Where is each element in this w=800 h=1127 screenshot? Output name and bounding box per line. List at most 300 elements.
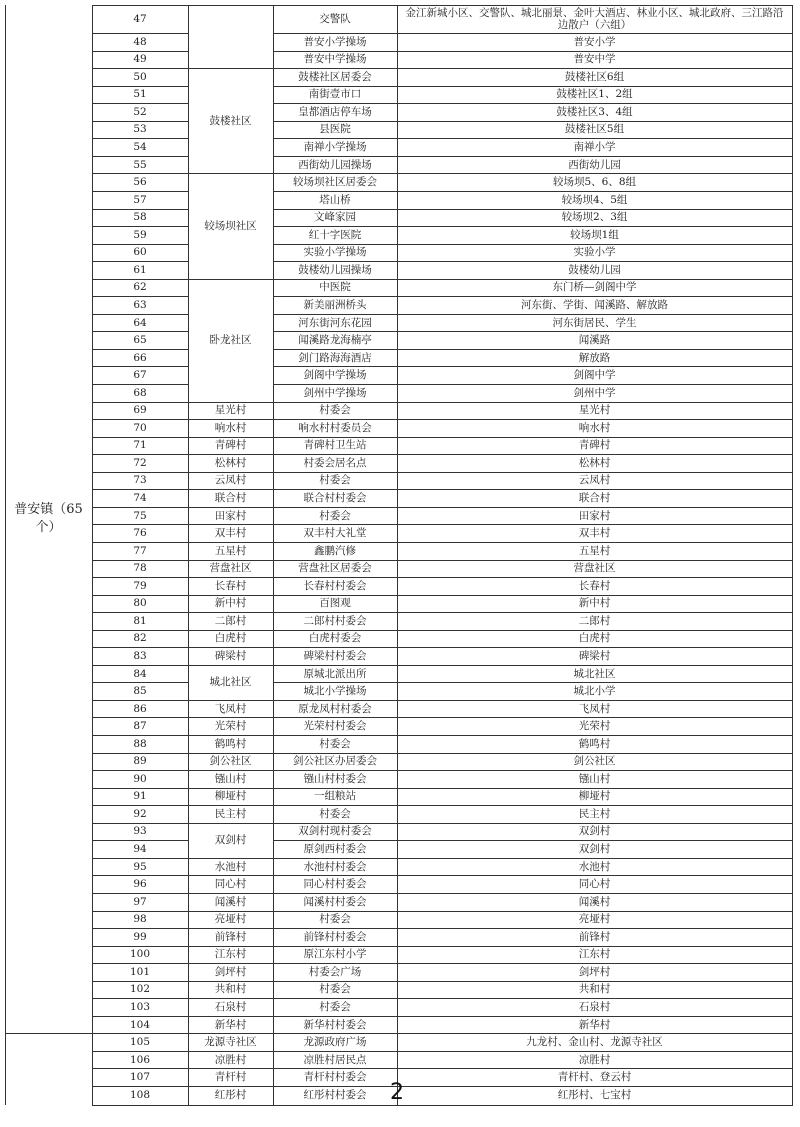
table-rule — [92, 823, 189, 824]
table-rule — [188, 437, 274, 438]
row-number: 84 — [133, 667, 147, 680]
table-rule — [92, 51, 189, 52]
table-rule — [188, 489, 274, 490]
site-name: 交警队 — [319, 12, 351, 25]
table-rule — [92, 1068, 189, 1069]
site-name: 剑门路海海酒店 — [298, 351, 372, 364]
unit-name: 闻溪村 — [214, 895, 247, 908]
site-name: 百图观 — [319, 597, 351, 610]
unit-name: 卧龙社区 — [209, 334, 252, 347]
table-rule — [792, 5, 793, 1105]
table-rule — [188, 524, 274, 525]
page-number: 2 — [390, 1080, 404, 1105]
site-name: 村委会 — [319, 1000, 351, 1013]
table-rule — [273, 893, 793, 894]
site-name: 闻溪路龙海楠亭 — [298, 334, 372, 347]
table-rule — [273, 1105, 793, 1106]
table-rule — [273, 717, 793, 718]
table-rule — [273, 1016, 793, 1017]
row-number: 52 — [133, 105, 147, 118]
table-rule — [188, 805, 274, 806]
table-rule — [273, 489, 793, 490]
table-rule — [188, 981, 274, 982]
table-rule — [273, 875, 793, 876]
table-rule — [188, 1105, 274, 1106]
table-rule — [92, 331, 189, 332]
table-rule — [92, 261, 189, 262]
row-number: 67 — [133, 369, 147, 382]
table-rule — [273, 753, 793, 754]
coverage-scope: 闻溪村 — [578, 895, 611, 908]
table-rule — [188, 875, 274, 876]
unit-name: 剑坪村 — [214, 965, 247, 978]
table-rule — [273, 226, 793, 227]
table-rule — [273, 68, 793, 69]
site-name: 青杆村村委会 — [303, 1071, 367, 1084]
site-name: 村委会广场 — [308, 965, 362, 978]
unit-name: 民主村 — [214, 807, 247, 820]
table-rule — [92, 612, 189, 613]
table-rule — [92, 1051, 189, 1052]
unit-name: 新中村 — [214, 597, 247, 610]
row-number: 92 — [133, 807, 147, 820]
table-rule — [188, 560, 274, 561]
coverage-scope: 九龙村、金山村、龙源寺社区 — [526, 1036, 663, 1049]
site-name: 镪山村村委会 — [303, 772, 367, 785]
row-number: 94 — [133, 843, 147, 856]
row-number: 105 — [129, 1036, 151, 1049]
coverage-scope: 亮垭村 — [578, 913, 611, 926]
table-rule — [188, 700, 274, 701]
row-number: 64 — [133, 316, 147, 329]
unit-name: 飞凤村 — [214, 702, 247, 715]
coverage-scope: 青杆村、登云村 — [557, 1071, 632, 1084]
unit-name: 联合村 — [214, 492, 247, 505]
table-rule — [188, 928, 274, 929]
table-rule — [188, 858, 274, 859]
row-number: 63 — [133, 298, 147, 311]
table-rule — [92, 209, 189, 210]
table-rule — [273, 402, 793, 403]
unit-name: 城北社区 — [209, 676, 252, 689]
table-rule — [188, 753, 274, 754]
site-name: 南禅小学操场 — [303, 141, 367, 154]
unit-name: 长春村 — [214, 579, 247, 592]
table-rule — [92, 858, 189, 859]
coverage-scope: 白虎村 — [578, 632, 611, 645]
table-rule — [92, 788, 189, 789]
table-rule — [188, 717, 274, 718]
row-number: 85 — [133, 685, 147, 698]
table-rule — [5, 5, 6, 1105]
unit-name: 镪山村 — [214, 772, 247, 785]
table-rule — [92, 946, 189, 947]
table-rule — [273, 630, 793, 631]
table-rule — [273, 840, 793, 841]
table-rule — [273, 735, 793, 736]
table-rule — [273, 998, 793, 999]
site-name: 一组粮站 — [314, 790, 356, 803]
table-rule — [92, 682, 189, 683]
table-rule — [92, 630, 189, 631]
table-rule — [188, 1068, 274, 1069]
table-rule — [92, 472, 189, 473]
row-number: 69 — [133, 404, 147, 417]
table-rule — [92, 138, 189, 139]
row-number: 51 — [133, 88, 147, 101]
coverage-scope: 西街幼儿园 — [568, 158, 621, 171]
row-number: 48 — [133, 35, 147, 48]
row-number: 98 — [133, 913, 147, 926]
table-rule — [92, 226, 189, 227]
table-rule — [188, 279, 274, 280]
row-number: 103 — [129, 1000, 151, 1013]
table-rule — [188, 5, 274, 6]
row-number: 68 — [133, 386, 147, 399]
table-rule — [92, 156, 189, 157]
coverage-scope: 剑坪村 — [578, 965, 611, 978]
table-rule — [273, 1051, 793, 1052]
coverage-scope: 柳垭村 — [578, 790, 611, 803]
table-rule — [188, 68, 274, 69]
unit-name: 鼓楼社区 — [209, 114, 252, 127]
row-number: 57 — [133, 193, 147, 206]
row-number: 55 — [133, 158, 147, 171]
row-number: 53 — [133, 123, 147, 136]
site-name: 红彤村村委会 — [303, 1089, 367, 1102]
table-rule — [188, 647, 274, 648]
unit-name: 双丰村 — [214, 527, 247, 540]
site-name: 河东街河东花园 — [298, 316, 372, 329]
coverage-scope: 河东街居民、学生 — [552, 316, 637, 329]
table-rule — [92, 5, 189, 6]
table-rule — [92, 595, 189, 596]
site-name: 普安小学操场 — [303, 35, 367, 48]
coverage-scope: 双剑村 — [578, 843, 611, 856]
table-rule — [92, 753, 189, 754]
coverage-scope: 星光村 — [578, 404, 611, 417]
table-rule — [92, 735, 189, 736]
site-name: 长春村村委会 — [303, 579, 367, 592]
coverage-scope: 城北小学 — [573, 685, 616, 698]
table-rule — [273, 507, 793, 508]
table-rule — [273, 911, 793, 912]
coverage-scope: 鼓楼社区3、4组 — [556, 105, 633, 118]
table-rule — [92, 560, 189, 561]
table-rule — [92, 1033, 189, 1034]
table-rule — [92, 665, 189, 666]
table-rule — [273, 86, 793, 87]
table-rule — [188, 911, 274, 912]
unit-name: 同心村 — [214, 878, 247, 891]
table-rule — [188, 507, 274, 508]
unit-name: 鹤鸣村 — [214, 737, 247, 750]
table-rule — [273, 51, 793, 52]
table-rule — [92, 402, 189, 403]
table-rule — [273, 384, 793, 385]
unit-name: 剑公社区 — [209, 755, 252, 768]
table-rule — [273, 647, 793, 648]
table-rule — [92, 244, 189, 245]
coverage-scope: 较场坝1组 — [570, 228, 619, 241]
table-rule — [273, 156, 793, 157]
coverage-scope: 长春村 — [578, 579, 611, 592]
row-number: 54 — [133, 141, 147, 154]
site-name: 村委会 — [319, 913, 351, 926]
table-rule — [273, 823, 793, 824]
unit-name: 田家村 — [214, 509, 247, 522]
site-name: 同心村村委会 — [303, 878, 367, 891]
table-rule — [188, 735, 274, 736]
site-name: 城北小学操场 — [303, 685, 367, 698]
coverage-scope: 鼓楼社区1、2组 — [556, 88, 633, 101]
row-number: 106 — [129, 1053, 151, 1066]
table-rule — [92, 875, 189, 876]
table-rule — [92, 507, 189, 508]
unit-name: 白虎村 — [214, 632, 247, 645]
row-number: 75 — [133, 509, 147, 522]
row-number: 62 — [133, 281, 147, 294]
table-rule — [92, 840, 189, 841]
site-name: 塔山桥 — [319, 193, 351, 206]
table-rule — [92, 770, 189, 771]
coverage-scope: 闻溪路 — [578, 334, 611, 347]
coverage-scope: 鹤鸣村 — [578, 737, 611, 750]
row-number: 101 — [129, 965, 151, 978]
row-number: 74 — [133, 492, 147, 505]
table-rule — [273, 5, 793, 6]
table-rule — [273, 103, 793, 104]
coverage-scope: 新中村 — [578, 597, 611, 610]
unit-name: 云凤村 — [214, 474, 247, 487]
row-number: 80 — [133, 597, 147, 610]
row-number: 100 — [129, 948, 151, 961]
table-rule — [273, 1068, 793, 1069]
coverage-scope: 金江新城小区、交警队、城北丽景、金叶大酒店、林业小区、城北政府、三江路沿边散户（六组） — [405, 6, 784, 31]
table-rule — [273, 682, 793, 683]
coverage-scope: 双丰村 — [578, 527, 611, 540]
coverage-scope: 前锋村 — [578, 930, 611, 943]
row-number: 104 — [129, 1018, 151, 1031]
table-rule — [273, 349, 793, 350]
coverage-scope: 双剑村 — [578, 825, 611, 838]
table-rule — [188, 612, 274, 613]
unit-name: 较场坝社区 — [204, 220, 257, 232]
table-rule — [188, 893, 274, 894]
table-rule — [188, 5, 189, 1105]
site-name: 原剑西村委会 — [303, 843, 367, 856]
row-number: 72 — [133, 456, 147, 469]
site-name: 县医院 — [319, 123, 351, 136]
coverage-scope: 响水村 — [578, 421, 611, 434]
coverage-scope: 普安中学 — [573, 53, 616, 66]
table-rule — [92, 577, 189, 578]
unit-name: 星光村 — [214, 404, 247, 417]
table-rule — [92, 524, 189, 525]
table-rule — [397, 5, 398, 1105]
table-rule — [273, 928, 793, 929]
row-number: 81 — [133, 614, 147, 627]
row-number: 49 — [133, 53, 147, 66]
coverage-scope: 剑州中学 — [573, 386, 616, 399]
row-number: 87 — [133, 720, 147, 733]
site-name: 村委会 — [319, 983, 351, 996]
table-rule — [273, 577, 793, 578]
coverage-scope: 剑公社区 — [573, 755, 616, 768]
table-rule — [273, 261, 793, 262]
table-rule — [92, 647, 189, 648]
site-name: 新华村村委会 — [303, 1018, 367, 1031]
site-name: 闻溪村村委会 — [303, 895, 367, 908]
table-rule — [92, 121, 189, 122]
site-name: 原城北派出所 — [303, 667, 367, 680]
town-cell: 普安镇（65个） — [14, 501, 83, 536]
unit-name: 江东村 — [214, 948, 247, 961]
table-rule — [92, 279, 189, 280]
site-name: 村委会 — [319, 404, 351, 417]
site-name: 白虎村委会 — [308, 632, 362, 645]
unit-name: 石泉村 — [214, 1000, 247, 1013]
table-rule — [92, 700, 189, 701]
coverage-scope: 松林村 — [578, 456, 611, 469]
coverage-scope: 解放路 — [578, 351, 611, 364]
site-name: 村委会 — [319, 807, 351, 820]
table-rule — [92, 437, 189, 438]
table-rule — [92, 998, 189, 999]
coverage-scope: 南禅小学 — [573, 141, 616, 154]
coverage-scope: 较场坝4、5组 — [561, 193, 628, 206]
coverage-scope: 新华村 — [578, 1018, 611, 1031]
table-rule — [273, 612, 793, 613]
unit-name: 新华村 — [214, 1018, 247, 1031]
coverage-scope: 营盘社区 — [573, 562, 616, 575]
site-name: 中医院 — [319, 281, 351, 294]
row-number: 97 — [133, 895, 147, 908]
unit-name: 青杆村 — [214, 1071, 247, 1084]
unit-name: 松林村 — [214, 456, 247, 469]
table-rule — [273, 981, 793, 982]
site-name: 水池村村委会 — [303, 860, 367, 873]
unit-name: 青碑村 — [214, 439, 247, 452]
site-name: 南街壹市口 — [308, 88, 362, 101]
table-rule — [273, 665, 793, 666]
unit-name: 亮垭村 — [214, 913, 247, 926]
table-rule — [92, 911, 189, 912]
table-rule — [188, 1016, 274, 1017]
site-name: 双丰村大礼堂 — [303, 527, 367, 540]
site-name: 村委会居名点 — [303, 456, 367, 469]
table-rule — [273, 173, 793, 174]
table-rule — [92, 349, 189, 350]
table-rule — [92, 314, 189, 315]
unit-name: 二郎村 — [214, 614, 247, 627]
site-name: 文峰家园 — [314, 211, 356, 224]
site-name: 原龙凤村村委会 — [298, 702, 372, 715]
table-rule — [188, 402, 274, 403]
table-rule — [92, 1086, 189, 1087]
unit-name: 红彤村 — [214, 1089, 247, 1102]
site-name: 红十字医院 — [308, 228, 362, 241]
table-rule — [188, 963, 274, 964]
table-rule — [273, 33, 793, 34]
coverage-scope: 鼓楼幼儿园 — [568, 263, 621, 276]
site-name: 村委会 — [319, 509, 351, 522]
site-name: 二郎村村委会 — [303, 614, 367, 627]
coverage-scope: 共和村 — [578, 983, 611, 996]
site-name: 光荣村村委会 — [303, 720, 367, 733]
site-name: 实验小学操场 — [303, 246, 367, 259]
site-name: 响水村村委员会 — [298, 421, 372, 434]
table-rule — [188, 770, 274, 771]
coverage-scope: 鼓楼社区5组 — [564, 123, 625, 136]
row-number: 65 — [133, 334, 147, 347]
coverage-scope: 江东村 — [578, 948, 611, 961]
table-rule — [188, 998, 274, 999]
table-rule — [92, 5, 93, 1105]
table-rule — [92, 366, 189, 367]
row-number: 108 — [129, 1089, 151, 1102]
coverage-scope: 剑阁中学 — [573, 369, 616, 382]
table-rule — [92, 103, 189, 104]
table-rule — [273, 770, 793, 771]
row-number: 79 — [133, 579, 147, 592]
unit-name: 响水村 — [214, 421, 247, 434]
table-rule — [92, 33, 189, 34]
coverage-scope: 东门桥—剑阁中学 — [552, 281, 637, 294]
coverage-scope: 五星村 — [578, 544, 611, 557]
table-rule — [273, 5, 274, 1105]
row-number: 91 — [133, 790, 147, 803]
table-rule — [273, 331, 793, 332]
unit-name: 双剑村 — [214, 834, 247, 847]
table-rule — [273, 419, 793, 420]
site-name: 皇都酒店停车场 — [298, 105, 372, 118]
table-rule — [273, 1033, 793, 1034]
row-number: 70 — [133, 421, 147, 434]
row-number: 83 — [133, 649, 147, 662]
table-rule — [273, 244, 793, 245]
row-number: 99 — [133, 930, 147, 943]
table-rule — [273, 963, 793, 964]
table-rule — [92, 419, 189, 420]
table-rule — [92, 454, 189, 455]
row-number: 82 — [133, 632, 147, 645]
site-name: 西街幼儿园操场 — [298, 158, 372, 171]
table-rule — [273, 209, 793, 210]
unit-name: 共和村 — [214, 983, 247, 996]
coverage-scope: 城北社区 — [573, 667, 616, 680]
row-number: 86 — [133, 702, 147, 715]
row-number: 60 — [133, 246, 147, 259]
table-rule — [273, 121, 793, 122]
site-name: 村委会 — [319, 474, 351, 487]
table-rule — [92, 191, 189, 192]
coverage-scope: 鼓楼社区6组 — [564, 70, 625, 83]
table-rule — [273, 138, 793, 139]
unit-name: 前锋村 — [214, 930, 247, 943]
unit-name: 凉胜村 — [214, 1053, 247, 1066]
table-rule — [273, 472, 793, 473]
table-rule — [188, 577, 274, 578]
row-number: 47 — [133, 12, 147, 25]
table-rule — [92, 717, 189, 718]
site-name: 碑梁村村委会 — [303, 649, 367, 662]
table-rule — [273, 560, 793, 561]
table-rule — [188, 419, 274, 420]
table-rule — [273, 946, 793, 947]
table-rule — [92, 981, 189, 982]
table-rule — [92, 68, 189, 69]
